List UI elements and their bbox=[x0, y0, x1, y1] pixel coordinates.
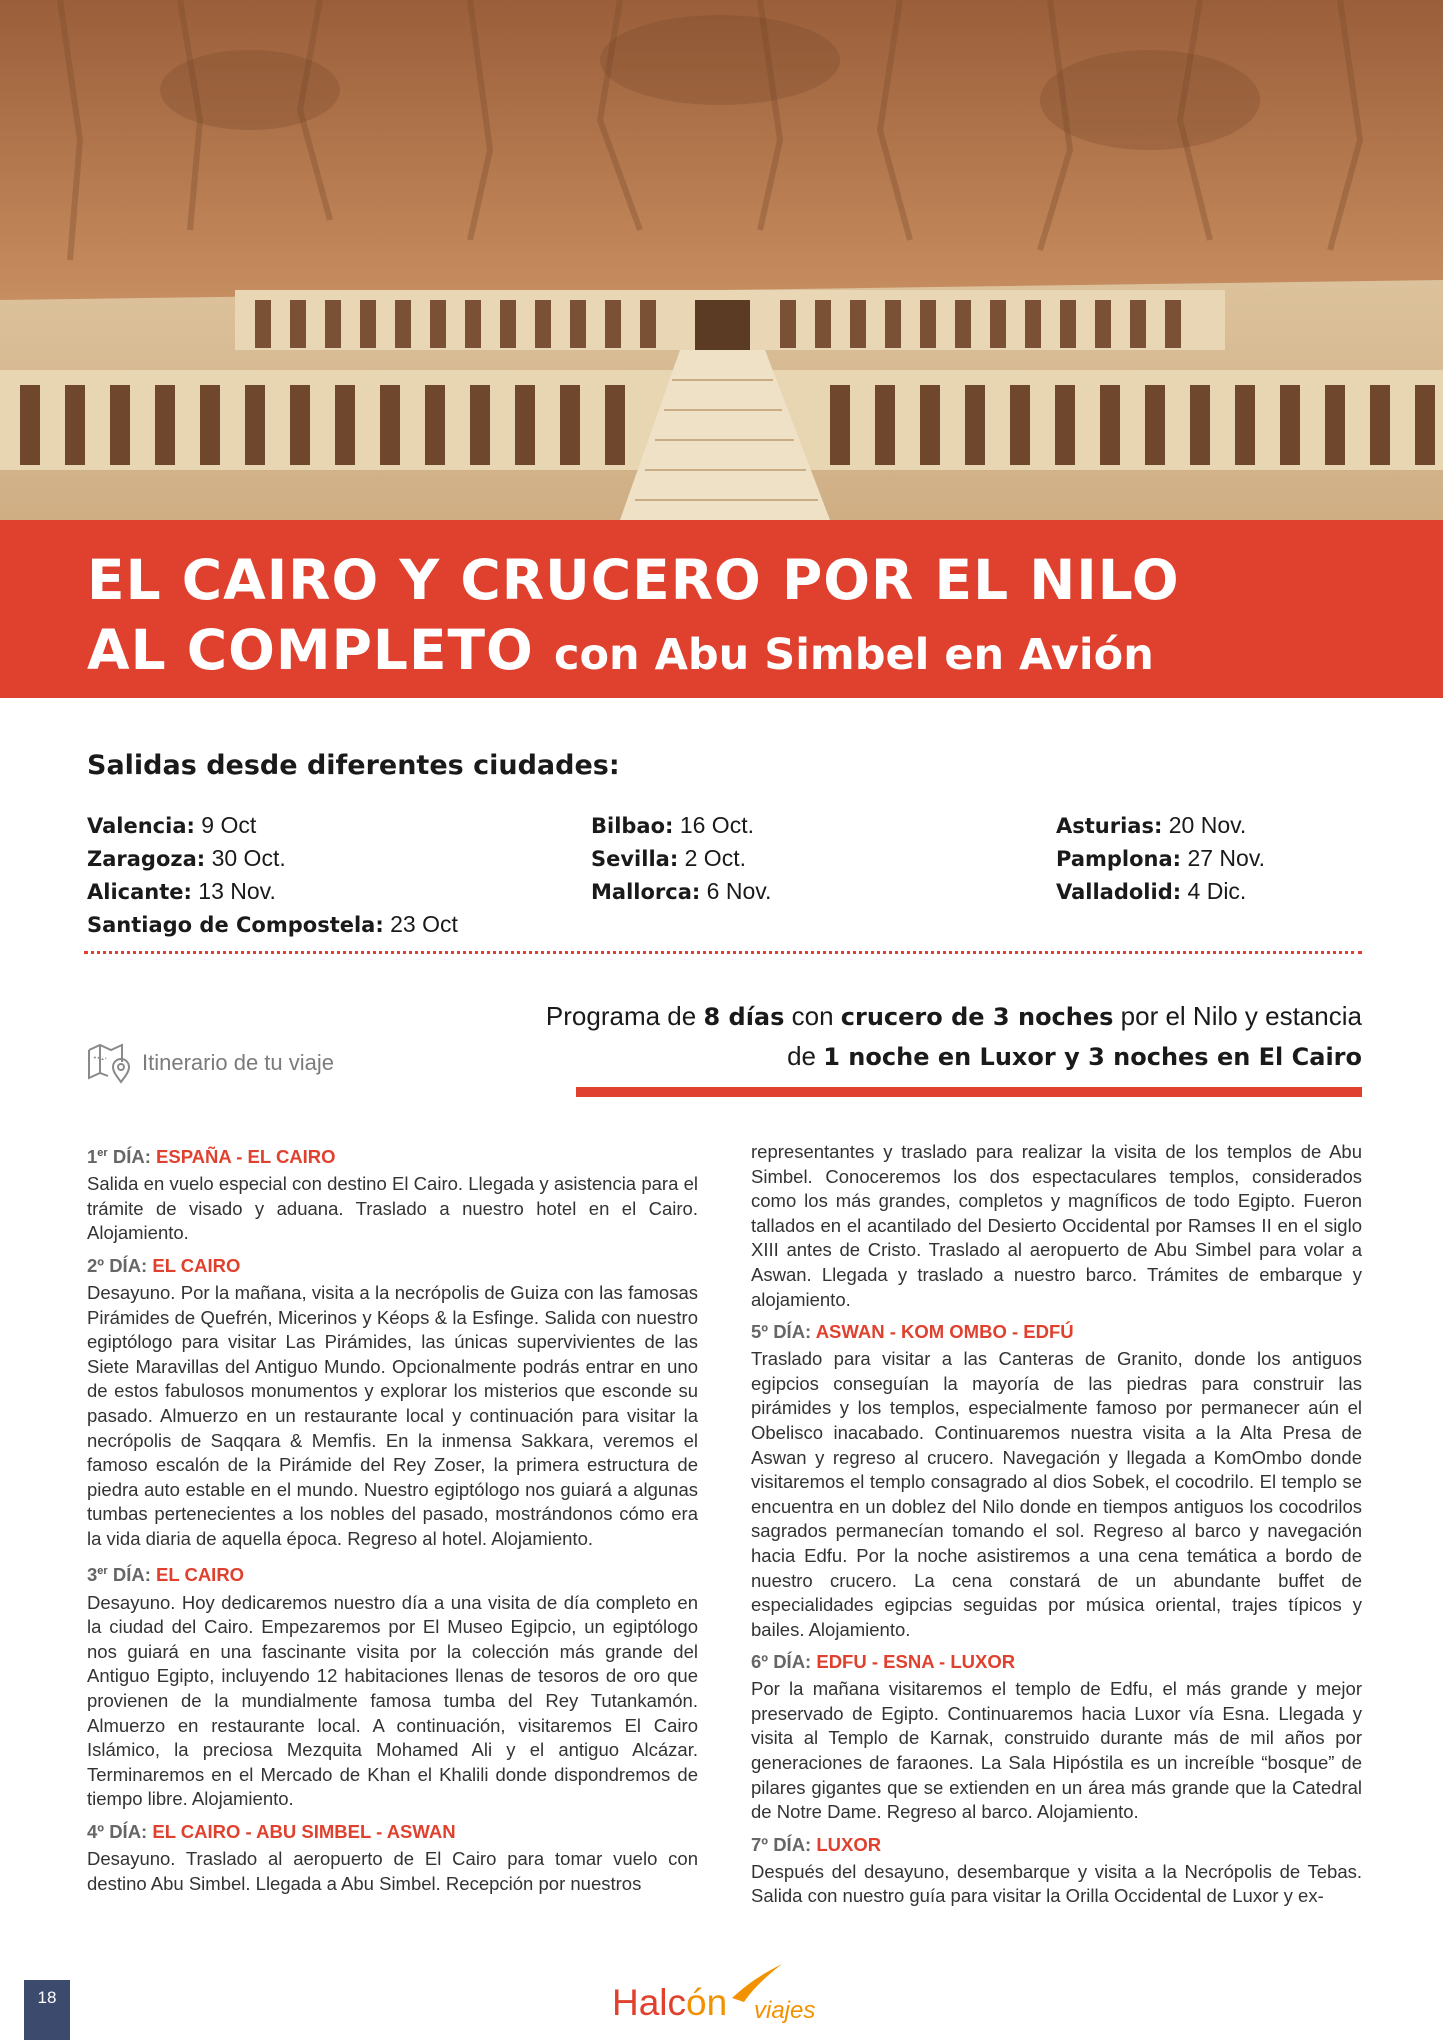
departures-heading: Salidas desde diferentes ciudades: bbox=[87, 750, 620, 781]
departure-city: Valladolid: bbox=[1056, 880, 1182, 904]
page-number: 18 bbox=[37, 1988, 57, 2007]
departure-date: 27 Nov. bbox=[1187, 845, 1266, 871]
departure-item bbox=[1056, 842, 1265, 875]
departures-column-2 bbox=[591, 809, 771, 908]
day-heading bbox=[87, 1558, 698, 1588]
logo-wordmark bbox=[612, 1982, 727, 2024]
day-section bbox=[87, 1253, 698, 1552]
day-number: 2º bbox=[87, 1254, 105, 1276]
day-number-suffix: er bbox=[97, 1565, 108, 1578]
day-number-suffix: er bbox=[97, 1147, 108, 1159]
itinerary-column-left bbox=[87, 1140, 698, 1903]
day-number: 1 bbox=[87, 1146, 98, 1168]
departure-city: Santiago de Compostela: bbox=[87, 913, 384, 937]
departure-item bbox=[591, 809, 771, 842]
day-description: representantes y traslado para realizar la visita de los templos de Abu Simbel. Conoceremos los dos espectaculares templos, considerados como los más grandes, completos y magníficos de todo Egipto. Fueron tallados en el acantilado del Desierto Occidental por Ramses II en el siglo XIII antes de Cristo. Traslado al aeropuerto de Abu Simbel para volar a Aswan. Llegada y traslado a nuestro barco. Trámites de embarque y alojamiento. bbox=[751, 1141, 1362, 1310]
departure-date: 20 Nov. bbox=[1168, 812, 1247, 838]
day-heading bbox=[751, 1319, 1362, 1345]
dotted-divider bbox=[84, 951, 1362, 954]
departures-column-1 bbox=[87, 809, 458, 941]
departure-date: 6 Nov. bbox=[706, 878, 772, 904]
logo-text-primary: Halc bbox=[612, 1982, 687, 2023]
day-section bbox=[751, 1319, 1362, 1642]
departure-date: 13 Nov. bbox=[198, 878, 276, 904]
program-highlight: 8 días bbox=[703, 1003, 785, 1031]
day-section bbox=[87, 1819, 698, 1896]
itinerary-label-group bbox=[86, 1040, 334, 1086]
day-destination: EDFU - ESNA - LUXOR bbox=[816, 1651, 1016, 1673]
program-summary bbox=[542, 997, 1362, 1077]
day-number: 3 bbox=[87, 1564, 98, 1586]
page-title-main: AL COMPLETO bbox=[87, 618, 534, 682]
departure-date: 2 Oct. bbox=[684, 845, 746, 871]
departure-item bbox=[87, 908, 458, 941]
departure-item bbox=[591, 842, 771, 875]
day-heading bbox=[87, 1253, 698, 1279]
departure-date: 23 Oct bbox=[390, 911, 458, 937]
page-title-line-1: EL CAIRO Y CRUCERO POR EL NILO bbox=[87, 548, 1180, 612]
program-highlight: crucero de 3 noches bbox=[840, 1003, 1114, 1031]
day-section bbox=[87, 1140, 698, 1246]
day-word: DÍA: bbox=[773, 1833, 812, 1855]
departure-city: Alicante: bbox=[87, 880, 192, 904]
departure-item bbox=[591, 875, 771, 908]
day-section-continued bbox=[751, 1140, 1362, 1312]
day-word: DÍA: bbox=[773, 1651, 812, 1673]
day-word: DÍA: bbox=[112, 1146, 151, 1168]
departure-city: Zaragoza: bbox=[87, 847, 206, 871]
departure-city: Mallorca: bbox=[591, 880, 701, 904]
departure-item bbox=[1056, 809, 1265, 842]
program-text: con bbox=[784, 1001, 841, 1031]
departure-date: 16 Oct. bbox=[679, 812, 754, 838]
day-destination: ESPAÑA - EL CAIRO bbox=[156, 1146, 336, 1168]
departure-item bbox=[87, 875, 458, 908]
page-subtitle: con Abu Simbel en Avión bbox=[553, 630, 1154, 680]
departure-date: 30 Oct. bbox=[211, 845, 286, 871]
departure-item bbox=[87, 842, 458, 875]
title-band bbox=[0, 520, 1443, 698]
day-number: 5º bbox=[751, 1321, 769, 1343]
day-description: Desayuno. Hoy dedicaremos nuestro día a una visita de día completo en la ciudad del Cairo. Empezaremos por El Museo Egipcio, un egiptólogo nos guiará en una fascinante visita por la colección más grande del Antiguo Egipto, incluyendo 12 habitaciones llenas de tesoros de oro que provienen de la mundialmente famosa tumba del Rey Tutankamón. Almuerzo en restaurante local. A continuación, visitaremos El Cairo Islámico, la preciosa Mezquita Mohamed Ali y el antiguo Alcázar. Terminaremos en el Mercado de Khan el Khalili donde dispondremos de tiempo libre. Alojamiento. bbox=[87, 1591, 698, 1810]
page-number-box bbox=[24, 1980, 70, 2040]
program-highlight: 1 noche en Luxor y 3 noches en El Cairo bbox=[823, 1043, 1362, 1071]
logo-subtext: viajes bbox=[754, 1997, 816, 2024]
day-word: DÍA: bbox=[112, 1564, 151, 1586]
day-number: 6º bbox=[751, 1651, 769, 1673]
day-description: Desayuno. Traslado al aeropuerto de El Cairo para tomar vuelo con destino Abu Simbel. Llegada a Abu Simbel. Recepción por nuestros bbox=[87, 1847, 698, 1894]
day-description: Después del desayuno, desembarque y visita a la Necrópolis de Tebas. Salida con nuestro guía para visitar la Orilla Occidental de Luxor y ex- bbox=[751, 1860, 1362, 1907]
day-section bbox=[87, 1558, 698, 1812]
departure-city: Bilbao: bbox=[591, 814, 674, 838]
departure-city: Pamplona: bbox=[1056, 847, 1182, 871]
halcon-viajes-logo bbox=[612, 1962, 842, 2026]
day-word: DÍA: bbox=[109, 1254, 148, 1276]
day-description: Desayuno. Por la mañana, visita a la necrópolis de Guiza con las famosas Pirámides de Quefrén, Micerinos y Kéops & la Esfinge. Salida con nuestro egiptólogo para visitar Las Pirámides, las únicas supervivientes de las Siete Maravillas del Antiguo Mundo. Opcionalmente podrás entrar en uno de estos fabulosos monumentos y explorar los misterios que esconde su pasado. Almuerzo en un restaurante local y continuación para visitar la necrópolis de Saqqara & Memfis. En la inmensa Sakkara, veremos el famoso escalón de la Pirámide del Rey Zoser, la primera estructura de piedra auto estable en el mundo. Nuestro egiptólogo nos guiará a algunas tumbas pertenecientes a los nobles del pasado, mostrándonos cómo era la vida diaria de aquella época. Regreso al hotel. Alojamiento. bbox=[87, 1281, 698, 1549]
day-heading bbox=[87, 1819, 698, 1845]
day-destination: LUXOR bbox=[816, 1833, 882, 1855]
departure-item bbox=[1056, 875, 1265, 908]
map-pin-icon bbox=[86, 1040, 132, 1086]
departure-date: 9 Oct bbox=[201, 812, 257, 838]
departure-city: Asturias: bbox=[1056, 814, 1163, 838]
departures-column-3 bbox=[1056, 809, 1265, 908]
day-heading bbox=[751, 1649, 1362, 1675]
program-underline-bar bbox=[576, 1087, 1362, 1097]
logo-text-accent: ón bbox=[686, 1982, 728, 2023]
day-section bbox=[751, 1832, 1362, 1909]
day-description: Por la mañana visitaremos el templo de Edfu, el más grande y mejor preservado de Egipto. Continuaremos hacia Luxor vía Esna. Llegada y visita al Templo de Karnak, construido durante más de mil años por generaciones de faraones. La Sala Hipóstila es un increíble “bosque” de pilares gigantes que se extienden en un área más grande que la Catedral de Notre Dame. Regreso al barco. Alojamiento. bbox=[751, 1678, 1362, 1823]
day-word: DÍA: bbox=[773, 1321, 812, 1343]
day-heading bbox=[87, 1140, 698, 1170]
day-description: Traslado para visitar a las Canteras de Granito, donde los antiguos egipcios conseguían la mayoría de las piedras para construir las pirámides y los templos, especialmente famoso por permanecer aún el Obelisco inacabado. Continuaremos nuestra visita a la Alta Presa de Aswan y regreso al crucero. Navegación y llegada a KomOmbo donde visitaremos el templo consagrado al dios Sobek, el cocodrilo. El templo se encuentra en un doblez del Nilo donde en tiempos antiguos los cocodrilos sagrados permanecían tomando el sol. Regreso al barco y navegación hacia Edfu. Por la noche asistiremos a una cena temática a bordo de nuestro crucero. La cena constará de un abundante buffet de especialidades egipcias seguidas por música oriental, trajes típicos y bailes. Alojamiento. bbox=[751, 1348, 1362, 1640]
day-destination: EL CAIRO bbox=[156, 1564, 245, 1586]
departure-item bbox=[87, 809, 458, 842]
departure-date: 4 Dic. bbox=[1187, 878, 1247, 904]
day-number: 7º bbox=[751, 1833, 769, 1855]
day-number: 4º bbox=[87, 1820, 105, 1842]
day-destination: EL CAIRO bbox=[152, 1254, 241, 1276]
day-heading bbox=[751, 1832, 1362, 1858]
day-destination: ASWAN - KOM OMBO - EDFÚ bbox=[815, 1321, 1074, 1343]
hero-photo bbox=[0, 0, 1443, 520]
itinerary-column-right bbox=[751, 1140, 1362, 1916]
program-text: Programa de bbox=[545, 1001, 704, 1031]
departure-city: Valencia: bbox=[87, 814, 195, 838]
temple-illustration bbox=[0, 0, 1443, 520]
page-title-line-2 bbox=[87, 618, 1154, 682]
day-section bbox=[751, 1649, 1362, 1825]
day-destination: EL CAIRO - ABU SIMBEL - ASWAN bbox=[152, 1820, 456, 1842]
program-text: por el Nilo y estancia de bbox=[787, 1001, 1362, 1071]
day-word: DÍA: bbox=[109, 1820, 148, 1842]
departure-city: Sevilla: bbox=[591, 847, 679, 871]
day-description: Salida en vuelo especial con destino El Cairo. Llegada y asistencia para el trámite de visado y aduana. Traslado a nuestro hotel en el Cairo. Alojamiento. bbox=[87, 1173, 698, 1244]
itinerary-label: Itinerario de tu viaje bbox=[142, 1050, 334, 1075]
